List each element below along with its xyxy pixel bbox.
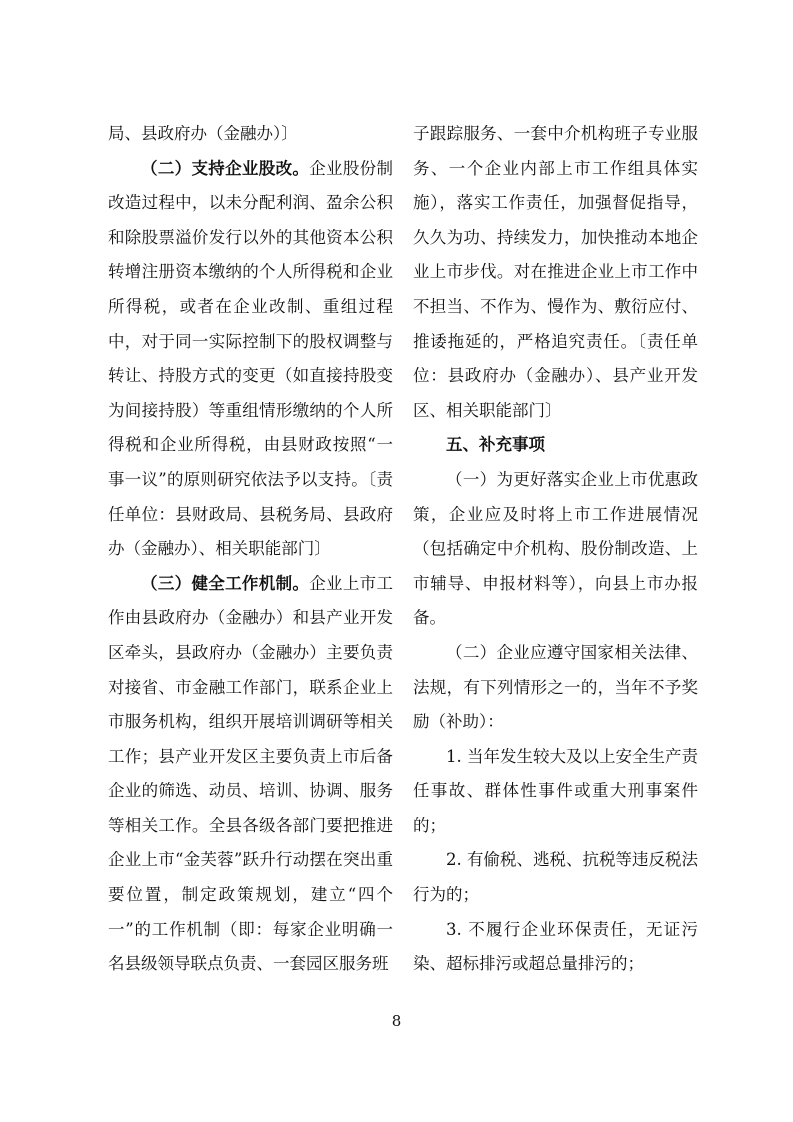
page-number: 8: [391, 1012, 402, 1030]
list-item-condition-1: [413, 740, 698, 844]
paragraph-supplementary-item-2: [413, 636, 698, 740]
paragraph-text: （二）企业应遵守国家相关法律、法规，有下列情形之一的，当年不予奖励（补助）：: [413, 642, 698, 732]
section-heading-supplementary-matters: 五、补充事项: [446, 435, 545, 455]
paragraph-text: 局、县政府办（金融办）〕: [108, 124, 298, 143]
list-item-condition-2: [413, 843, 698, 912]
paragraph-text: 企业股份制改造过程中，以未分配利润、盈余公积和除股票溢价发行以外的其他资本公积转增注册资本缴纳的个人所得税和企业所得税，或者在企业改制、重组过程中，对于同一实际控制下的股权调整与转让、持股方式的变更（如直接持股变为间接持股）等重组情形缴纳的个人所得税和企业所得税，由县财政按照“一事一议”的原则研究依法予以支持。〔责任单位：县财政局、县税务局、县政府办（金融办）、相关职能部门〕: [108, 158, 394, 559]
list-item-condition-3: [413, 913, 698, 982]
paragraph-text: 2. 有偷税、逃税、抗税等违反税法行为的；: [413, 850, 698, 905]
paragraph-closing-responsible-units: [108, 117, 393, 152]
paragraph-text: 3. 不履行企业环保责任，无证污染、超标排污或超总量排污的；: [413, 919, 698, 974]
paragraph-work-mechanism-continued: [413, 117, 698, 428]
paragraph-support-shareholding-reform: [108, 152, 393, 567]
left-column: [108, 117, 393, 982]
paragraph-text: （一）为更好落实企业上市优惠政策，企业应及时将上市工作进展情况（包括确定中介机构、股份制改造、上市辅导、申报材料等），向县上市办报备。: [413, 469, 698, 628]
paragraph-text: 企业上市工作由县政府办（金融办）和县产业开发区牵头，县政府办（金融办）主要负责对接省、市金融工作部门，联系企业上市服务机构，组织开展培训调研等相关工作；县产业开发区主要负责上市后备企业的筛选、动员、培训、协调、服务等相关工作。全县各级各部门要把推进企业上市“金芙蓉”跃升行动摆在突出重要位置，制定政策规划，建立“四个一”的工作机制（即：每家企业明确一名县级领导联点负责、一套园区服务班: [108, 573, 394, 974]
paragraph-text: 子跟踪服务、一套中介机构班子专业服务、一个企业内部上市工作组具体实施），落实工作责任，加强督促指导，久久为功、持续发力，加快推动本地企业上市步伐。对在推进企业上市工作中不担当、不作为、慢作为、敷衍应付、推诿拖延的，严格追究责任。〔责任单位：县政府办（金融办）、县产业开发区、相关职能部门〕: [413, 124, 698, 420]
paragraph-text: 1. 当年发生较大及以上安全生产责任事故、群体性事件或重大刑事案件的；: [413, 746, 698, 835]
section-heading-support-shareholding-reform: （二）支持企业股改。: [141, 158, 310, 178]
paragraph-improve-work-mechanism: [108, 567, 393, 982]
right-column: [413, 117, 698, 982]
section-heading-improve-work-mechanism: （三）健全工作机制。: [141, 573, 310, 593]
paragraph-supplementary-item-1: [413, 463, 698, 636]
paragraph-supplementary-heading: [413, 428, 698, 463]
